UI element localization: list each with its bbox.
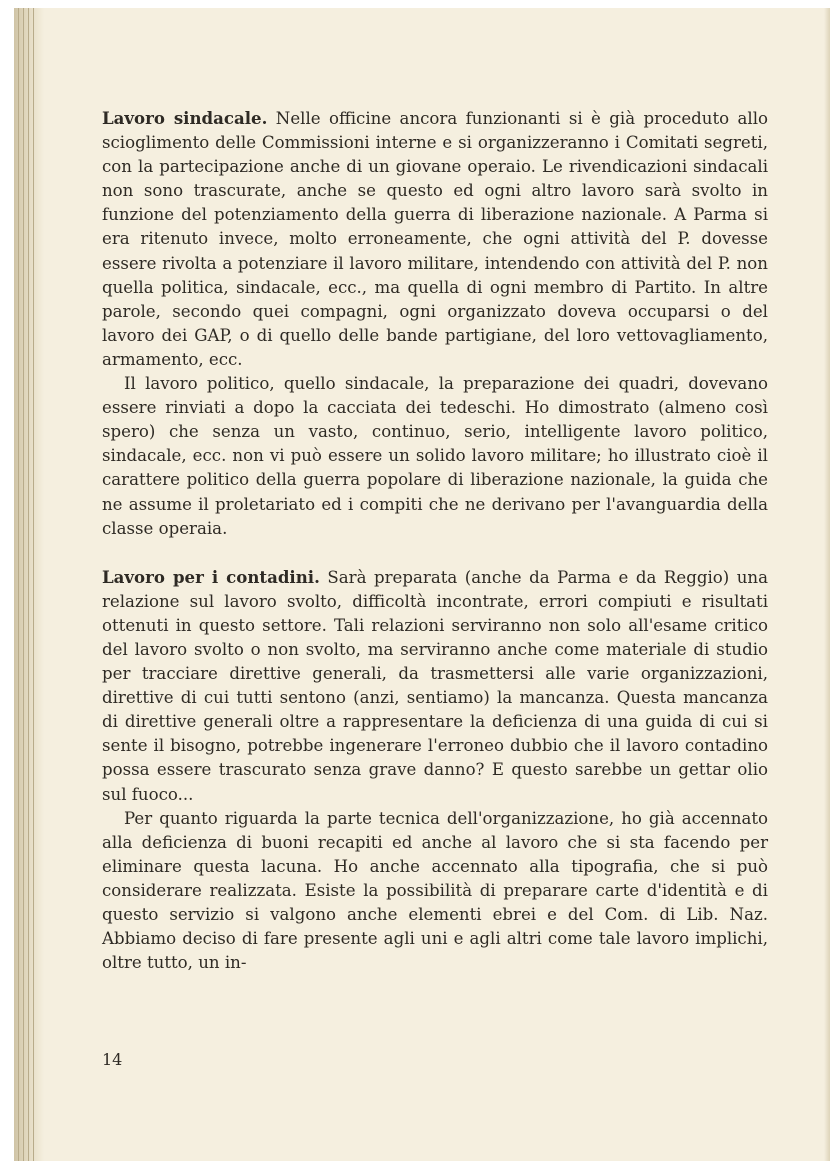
paragraph-text: Per quanto riguarda la parte tecnica dell'organizzazione, ho già accennato alla deficienza di buoni recapiti ed anche al lavoro che si sta facendo per eliminare questa lacuna. Ho anche accennato alla tipografia, che si può considerare realizzata. Esiste la possibilità di preparare carte d'identità e di questo servizio si valgono anche elementi ebrei e del Com. di Lib. Naz. Abbiamo deciso di fare presente agli uni e agli altri come tale lavoro implichi, oltre tutto, un in- (102, 808, 768, 973)
paragraph-lavoro-sindacale (102, 106, 768, 372)
body-text (102, 106, 768, 975)
section-heading: Lavoro sindacale. (102, 108, 268, 128)
paragraph-text: Il lavoro politico, quello sindacale, la preparazione dei quadri, dovevano essere rinviati a dopo la cacciata dei tedeschi. Ho dimostrato (almeno così spero) che senza un vasto, continuo, serio, intelligente lavoro politico, sindacale, ecc. non vi può essere un solido lavoro militare; ho illustrato cioè il carattere politico della guerra popolare di liberazione nazionale, la guida che ne assume il proletariato ed i compiti che ne derivano per l'avanguardia della classe operaia. (102, 374, 768, 538)
paragraph (102, 807, 768, 976)
page-edge-shadow (824, 8, 830, 1161)
paragraph-text: Nelle officine ancora funzionanti si è già proceduto allo scioglimento delle Commissioni interne e si organizzeranno i Comitati segreti, con la partecipazione anche di un giovane operaio. Le rivendicazioni sindacali non sono trascurate, anche se questo ed ogni altro lavoro sarà svolto in funzione del potenziamento della guerra di liberazione nazionale. A Parma si era ritenuto invece, molto erroneamente, che ogni attività del P. dovesse essere rivolta a potenziare il lavoro militare, intendendo con attività del P. non quella politica, sindacale, ecc., ma quella di ogni membro di Partito. In altre parole, secondo quei compagni, ogni organizzato doveva occuparsi o del lavoro dei GAP, o di quello delle bande partigiane, del loro vettovagliamento, armamento, ecc. (102, 109, 768, 369)
binding-gutter (14, 8, 44, 1161)
gutter-line (33, 8, 34, 1161)
paragraph-lavoro-contadini (102, 565, 768, 807)
page-number: 14 (102, 1050, 123, 1069)
gutter-line (28, 8, 29, 1161)
section-heading: Lavoro per i contadini. (102, 566, 320, 587)
paragraph-text: Sarà preparata (anche da Parma e da Reggio) una relazione sul lavoro svolto, difficoltà incontrate, errori compiuti e risultati ottenuti in questo settore. Tali relazioni serviranno non solo all'esame critico del lavoro svolto o non svolto, ma serviranno anche come materiale di studio per tracciare direttive generali, da trasmettersi alle varie organizzazioni, direttive di cui tutti sentono (anzi, sentiamo) la mancanza. Questa mancanza di direttive generali oltre a rappresentare la deficienza di una guida di cui si sente il bisogno, potrebbe ingenerare l'erroneo dubbio che il lavoro contadino possa essere trascurato senza grave danno? E questo sarebbe un gettar olio sul fuoco... (102, 567, 768, 804)
paragraph (102, 372, 768, 541)
gutter-line (23, 8, 24, 1161)
gutter-line (18, 8, 19, 1161)
